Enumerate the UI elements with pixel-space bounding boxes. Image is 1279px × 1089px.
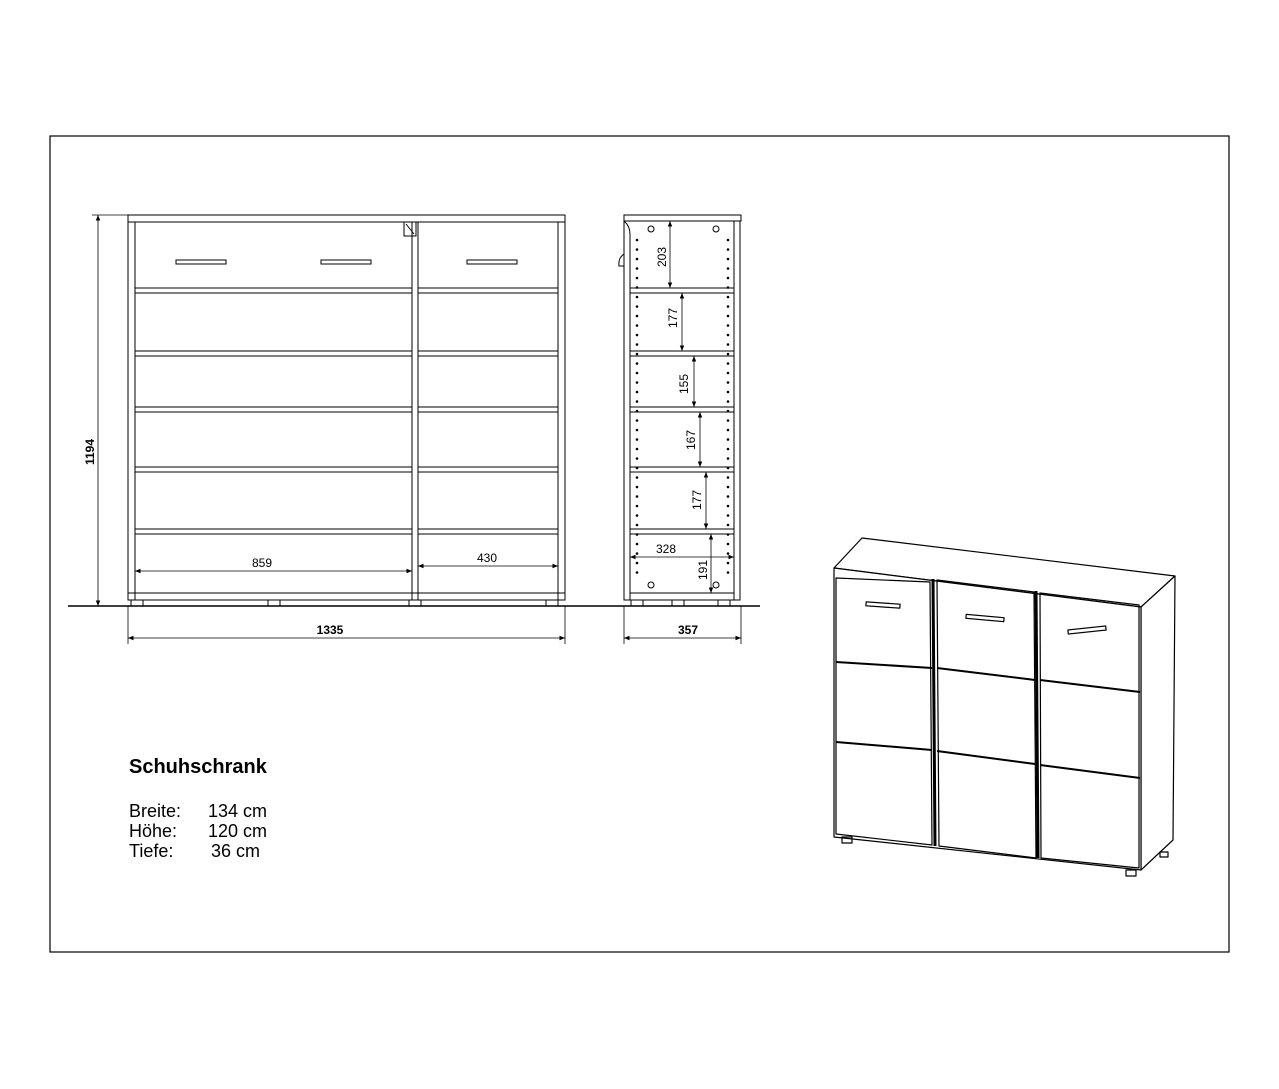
drill-hole-dot: [727, 495, 730, 498]
front-left-side: [128, 222, 135, 600]
screw-hole: [648, 226, 654, 232]
drill-hole-dot: [636, 324, 639, 327]
shelf-spacing-label-6: 191: [696, 559, 710, 581]
drill-hole-dot: [636, 429, 639, 432]
drill-hole-dot: [727, 410, 730, 413]
drill-hole-dot: [727, 552, 730, 555]
screw-hole: [648, 582, 654, 588]
drill-hole-dot: [636, 562, 639, 565]
side-door-panel: [624, 221, 630, 600]
front-feet: [131, 600, 558, 606]
drill-hole-dot: [727, 343, 730, 346]
spec-width: [129, 801, 291, 821]
drill-hole-dot: [727, 258, 730, 261]
drill-hole-dot: [636, 486, 639, 489]
drill-hole-dot: [636, 448, 639, 451]
drill-hole-dot: [727, 277, 730, 280]
drill-hole-dot: [727, 362, 730, 365]
drill-hole-dot: [636, 400, 639, 403]
front-handle-2: [321, 260, 371, 264]
side-back-panel: [734, 221, 740, 600]
perspective-view: [834, 538, 1175, 876]
screw-hole: [713, 582, 719, 588]
side-top-board: [624, 215, 741, 221]
drill-hole-dot: [636, 248, 639, 251]
drill-hole-dot: [636, 505, 639, 508]
front-right-side: [558, 222, 565, 600]
drill-hole-dot: [636, 372, 639, 375]
perspective-front: [834, 568, 1141, 870]
drill-hole-dot: [727, 514, 730, 517]
inner-depth-label: 328: [655, 542, 677, 556]
drill-hole-dot: [727, 353, 730, 356]
drill-hole-dot: [727, 476, 730, 479]
drill-hole-dot: [636, 343, 639, 346]
inner-width-left-label: 859: [251, 556, 273, 570]
drill-hole-dot: [636, 277, 639, 280]
drill-hole-dot: [727, 438, 730, 441]
drill-hole-dot: [636, 543, 639, 546]
product-specs: [129, 801, 291, 861]
drill-hole-dot: [727, 248, 730, 251]
perspective-right-side: [1141, 576, 1175, 870]
shelf-spacing-label-5: 177: [690, 489, 704, 511]
spec-height: [129, 821, 291, 841]
spec-label: Höhe:: [129, 821, 178, 841]
perspective-foot: [1160, 852, 1168, 857]
front-top-board: [128, 215, 565, 222]
drill-hole-dot: [636, 315, 639, 318]
drill-hole-dot: [727, 429, 730, 432]
drill-hole-dot: [727, 457, 730, 460]
drill-hole-dot: [636, 476, 639, 479]
drill-hole-dot: [727, 524, 730, 527]
drill-hole-dot: [727, 324, 730, 327]
drill-hole-dot: [636, 552, 639, 555]
spec-label: Tiefe:: [129, 841, 174, 861]
side-feet: [631, 600, 730, 606]
drill-hole-dot: [727, 448, 730, 451]
drill-hole-dot: [727, 571, 730, 574]
drill-hole-dot: [636, 353, 639, 356]
drill-hole-dot: [636, 514, 639, 517]
drill-hole-dot: [636, 410, 639, 413]
shelf-spacing-label-3: 155: [677, 373, 691, 395]
front-height-dimension: [92, 215, 128, 606]
drill-hole-dot: [727, 296, 730, 299]
product-title: Schuhschrank: [129, 756, 267, 778]
front-width-dimension: [128, 606, 565, 644]
drill-hole-dot: [727, 286, 730, 289]
shelf-spacing-label-4: 167: [684, 429, 698, 451]
side-bottom-board: [630, 593, 734, 600]
front-height-label: 1194: [83, 438, 97, 466]
drill-hole-dot: [636, 381, 639, 384]
drill-hole-dot: [727, 267, 730, 270]
spec-depth: [129, 841, 291, 861]
drill-hole-dot: [636, 362, 639, 365]
drill-hole-dot: [727, 334, 730, 337]
drill-hole-dot: [636, 334, 639, 337]
screw-hole: [713, 226, 719, 232]
drill-hole-dot: [636, 391, 639, 394]
drill-hole-dot: [636, 524, 639, 527]
drill-hole-dot: [636, 267, 639, 270]
drill-hole-dot: [727, 315, 730, 318]
front-width-label: 1335: [316, 623, 344, 637]
drill-hole-dot: [727, 505, 730, 508]
drill-hole-dot: [727, 381, 730, 384]
drill-hole-dot: [636, 571, 639, 574]
side-handle: [619, 254, 624, 266]
drill-hole-dot: [727, 305, 730, 308]
inner-width-right-label: 430: [476, 551, 498, 565]
drill-hole-dot: [636, 258, 639, 261]
drill-hole-dot: [636, 495, 639, 498]
drill-hole-dot: [727, 562, 730, 565]
front-shelves-right: [418, 288, 558, 534]
drill-hole-dot: [636, 467, 639, 470]
front-handle-3: [467, 260, 517, 264]
drill-hole-dot: [636, 305, 639, 308]
spec-value: 36 cm: [211, 841, 261, 861]
front-shelves-left: [135, 288, 412, 534]
drill-hole-dot: [727, 400, 730, 403]
drill-hole-dot: [727, 391, 730, 394]
shelf-spacing-label-2: 177: [666, 307, 680, 329]
drill-hole-dot: [727, 419, 730, 422]
spec-label: Breite:: [129, 801, 182, 821]
drill-hole-dot: [636, 239, 639, 242]
drill-hole-dot: [727, 486, 730, 489]
front-bottom-board: [128, 593, 565, 600]
drill-hole-dot: [636, 296, 639, 299]
drill-hole-dot: [636, 457, 639, 460]
drill-hole-dot: [636, 419, 639, 422]
drill-hole-dot: [727, 372, 730, 375]
spec-value: 134 cm: [208, 801, 268, 821]
drill-hole-dot: [636, 286, 639, 289]
shelf-spacing-label-1: 203: [655, 246, 669, 268]
front-handle-1: [176, 260, 226, 264]
drill-hole-dot: [727, 467, 730, 470]
spec-value: 120 cm: [208, 821, 268, 841]
drill-hole-dot: [636, 533, 639, 536]
front-middle-divider: [412, 222, 418, 600]
drill-hole-rows: [636, 239, 730, 574]
perspective-foot: [1126, 870, 1136, 876]
drill-hole-dot: [727, 543, 730, 546]
drill-hole-dot: [727, 533, 730, 536]
drill-hole-dot: [727, 239, 730, 242]
drill-hole-dot: [636, 438, 639, 441]
side-depth-label: 357: [677, 623, 699, 637]
